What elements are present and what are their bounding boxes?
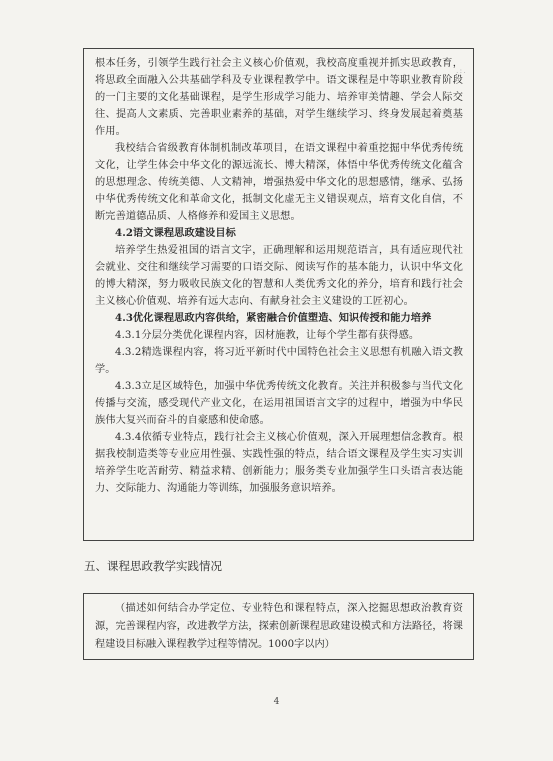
heading-4-2: 4.2语文课程思政建设目标 [115,227,236,239]
heading-4-3: 4.3优化课程思政内容供给，紧密融合价值塑造、知识传授和能力培养 [115,312,432,324]
paragraph-4-3-4: 4.3.4依循专业特点，践行社会主义核心价值观，深入开展理想信念教育。根据我校制造类等专业应用性强、实践性强的特点，结合语文课程及学生实习实训培养学生吃苦耐劳、精益求精、创新能力；服务类专业加强学生口头语言表达能力、交际能力、沟通能力等训练，加强服务意识培养。 [95,432,463,494]
section-5-heading: 五、课程思政教学实践情况 [84,559,222,573]
paragraph-goals: 培养学生热爱祖国的语言文字，正确理解和运用规范语言，具有适应现代社会就业、交往和继续学习需要的口语交际、阅读写作的基本能力，认识中华文化的博大精深，努力吸收民族文化的智慧和人类优秀文化的养分，培育和践行社会主义核心价值观、培养有远大志向、有献身社会主义建设的工匠初心。 [95,245,463,307]
scan-speck: .:. [456,66,467,75]
paragraph-intro: 根本任务，引领学生践行社会主义核心价值观，我校高度重视并抓实思政教育，将思政全面融入公共基础学科及专业课程教学中。语文课程是中等职业教育阶段的一门主要的文化基础课程，是学生形成学习能力、培养审美情趣、学会人际交往、提高人文素质、完善职业素养的基础，对学生继续学习、终身发展起着奠基作用。 [95,58,463,137]
page-number: 4 [273,697,280,707]
paragraph-4-3-3: 4.3.3立足区域特色，加强中华优秀传统文化教育。关注并积极参与当代文化传播与交流，感受现代产业文化，在运用祖国语言文字的过程中，增强为中华民族伟大复兴而奋斗的自豪感和使命感。 [95,381,463,426]
paragraph-culture: 我校结合省级教育体制机制改革项目，在语文课程中着重挖掘中华优秀传统文化，让学生体会中华文化的源远流长、博大精深，体悟中华优秀传统文化蕴含的思想理念、传统美德、人文精神，增强热爱中华文化的思想感情，继承、弘扬中华优秀传统文化和革命文化，抵制文化虚无主义错误观点，培育文化自信，不断完善道德品质、人格修养和爱国主义思想。 [95,143,463,222]
practice-box [83,593,474,660]
content-box [83,48,474,541]
paragraph-4-3-2: 4.3.2精选课程内容，将习近平新时代中国特色社会主义思想有机融入语文教学。 [95,347,463,375]
paragraph-4-3-1: 4.3.1分层分类优化课程内容，因材施教，让每个学生都有获得感。 [115,330,420,341]
practice-instructions: （描述如何结合办学定位、专业特色和课程特点，深入挖掘思想政治教育资源，完善课程内容，改进教学方法，探索创新课程思政建设模式和方法路径，将课程建设目标融入课程教学过程等情况。1000字以内） [95,603,463,650]
